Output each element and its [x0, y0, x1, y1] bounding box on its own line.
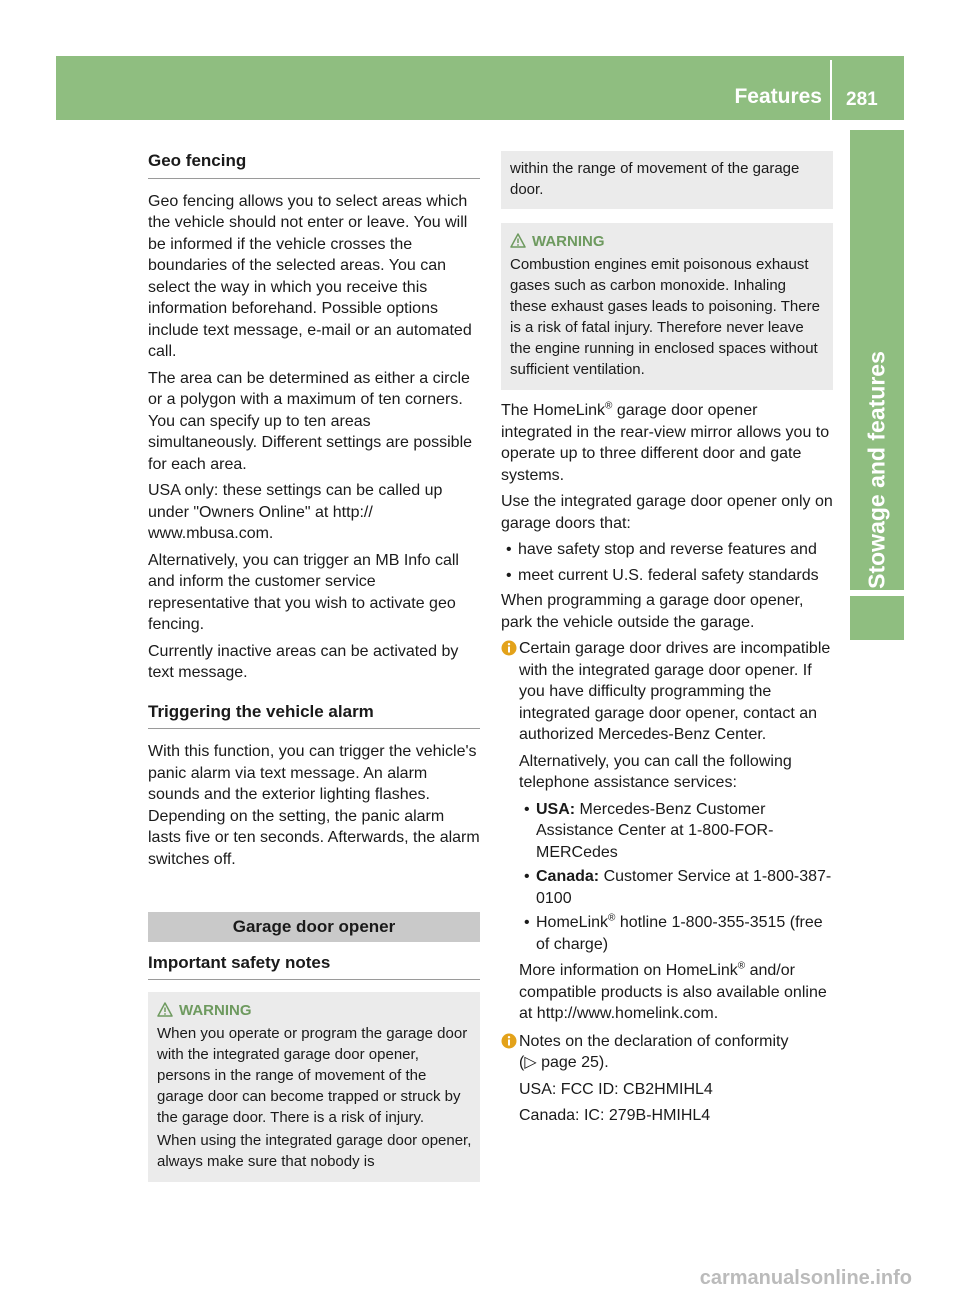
assistance-list [519, 799, 833, 956]
info-note [501, 1031, 833, 1127]
warning-text: Combustion engines emit poisonous exhaust gases such as carbon monoxide. Inhaling these exhaust gases leads to poisoning. There is a risk of fatal injury. Therefore never leave the engine running in enclosed spaces without sufficient ventilation. [510, 256, 820, 378]
safety-notes-heading: Important safety notes [148, 952, 480, 981]
geo-fencing-heading: Geo fencing [148, 150, 480, 179]
side-tab-label: Stowage and features [863, 351, 890, 589]
geo-fencing-paragraph: The area can be determined as either a circle or a polygon with a maximum of ten corners. You can specify up to ten areas simultaneously. Different settings are possible for each area. [148, 369, 473, 473]
geo-fencing-paragraph: Alternatively, you can trigger an MB Info call and inform the customer service representative that you wish to activate geo fencing. [148, 551, 459, 633]
warning-text: When using the integrated garage door opener, always make sure that nobody is [157, 1132, 472, 1170]
warning-label: WARNING [532, 233, 605, 250]
warning-label: WARNING [179, 1002, 252, 1019]
warning-triangle-icon [510, 233, 526, 248]
requirements-list [501, 539, 833, 586]
vehicle-alarm-paragraph: With this function, you can trigger the vehicle's panic alarm via text message. An alarm sounds and the exterior lighting flashes. Depending on the setting, the panic alarm lasts five or ten seconds. Afterwards, the alarm switches off. [148, 743, 480, 868]
info-text: Notes on the declaration of conformity (▷ page 25). [519, 1032, 789, 1071]
info-text: More information on HomeLink® and/or compatible products is also available online at http://www.homelink.com. [519, 960, 827, 1022]
list-item: • have safety stop and reverse features and [501, 539, 833, 561]
list-item: • meet current U.S. federal safety standards [501, 565, 833, 587]
header-divider [830, 60, 832, 120]
warning-box [148, 992, 480, 1182]
info-icon [501, 640, 517, 656]
warning-box [501, 223, 833, 390]
info-icon [501, 1033, 517, 1049]
warning-text: When you operate or program the garage door with the integrated garage door opener, persons in the range of movement of the garage door can become trapped or struck by the garage door. There is a risk of injury. [157, 1025, 468, 1126]
vehicle-alarm-heading: Triggering the vehicle alarm [148, 701, 480, 730]
info-text: USA: FCC ID: CB2HMIHL4 [519, 1080, 713, 1098]
warning-text-continued: within the range of movement of the garage door. [510, 160, 800, 198]
list-item: • HomeLink® hotline 1-800-355-3515 (free of charge) [519, 912, 833, 955]
right-column [501, 151, 833, 1133]
info-text: Canada: IC: 279B-HMIHL4 [519, 1107, 711, 1124]
geo-fencing-paragraph: Geo fencing allows you to select areas which the vehicle should not enter or leave. You will be informed if the vehicle crosses the boundaries of the selected areas. You can select the way in which you receive this information beforehand. Possible options include text message, e-mail or an automated call. [148, 192, 472, 360]
page-number: 281 [846, 89, 878, 110]
use-intro-paragraph: Use the integrated garage door opener only on garage doors that: [501, 493, 833, 532]
header-section-title: Features [734, 85, 822, 108]
info-text: Certain garage door drives are incompatible with the integrated garage door opener. If you have difficulty programming the integrated garage door opener, contact an authorized Mercedes-Benz Center. [519, 640, 831, 743]
warning-box-continued [501, 151, 833, 209]
geo-fencing-paragraph: Currently inactive areas can be activated by text message. [148, 642, 459, 681]
geo-fencing-paragraph: USA only: these settings can be called up under "Owners Online" at http:// www.mbusa.com. [148, 482, 443, 542]
left-column [148, 150, 480, 1192]
page-reference-link[interactable]: (▷ page 25). [519, 1054, 609, 1071]
info-note [501, 638, 833, 1025]
warning-title [157, 1000, 472, 1021]
warning-triangle-icon [157, 1002, 173, 1017]
list-item: • USA: Mercedes-Benz Customer Assistance Center at 1-800-FOR-MERCedes [519, 799, 833, 864]
homelink-paragraph: The HomeLink® garage door opener integrated in the rear-view mirror allows you to operate up to three different door and gate systems. [501, 400, 830, 484]
side-tab-marker [850, 596, 904, 640]
warning-title [510, 231, 825, 252]
programming-paragraph: When programming a garage door opener, park the vehicle outside the garage. [501, 592, 804, 631]
list-item: • Canada: Customer Service at 1-800-387-0100 [519, 866, 833, 909]
footer-watermark: carmanualsonline.info [699, 1267, 912, 1289]
info-text: Alternatively, you can call the following telephone assistance services: [519, 752, 792, 791]
garage-door-opener-band: Garage door opener [148, 912, 480, 942]
